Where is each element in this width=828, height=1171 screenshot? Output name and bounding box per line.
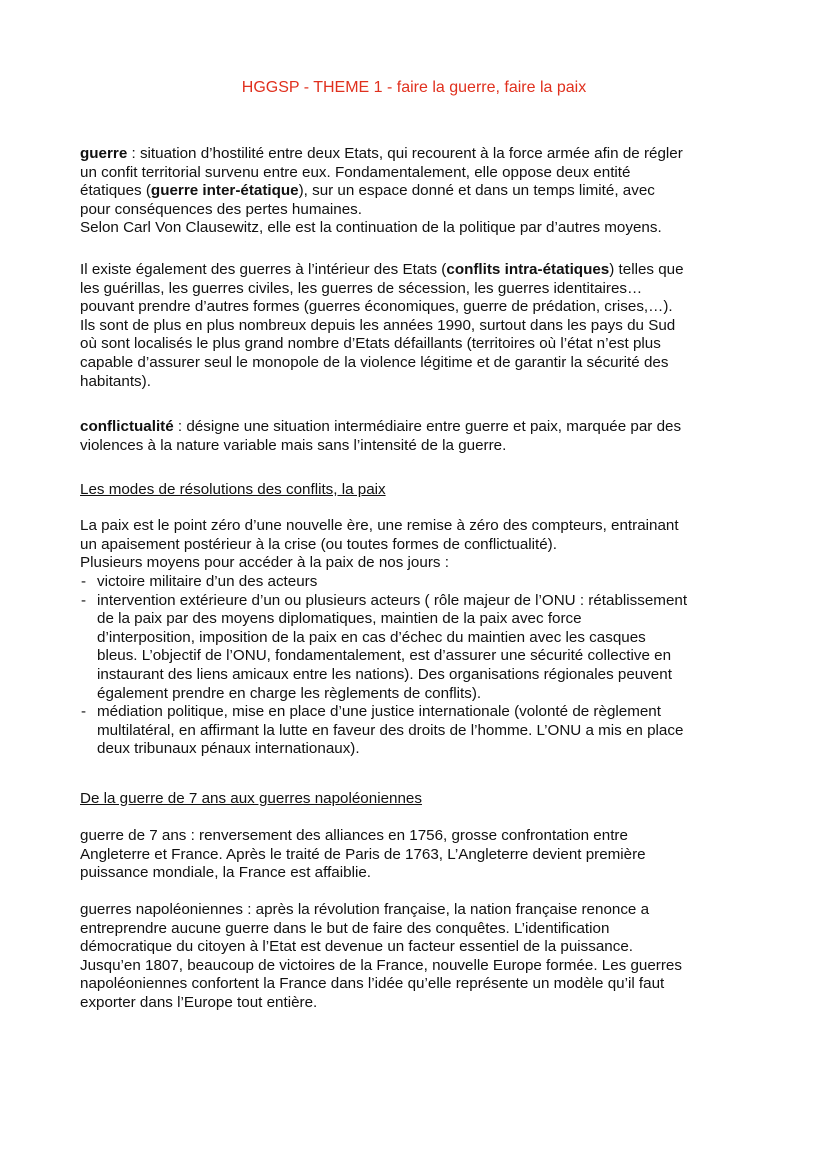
text-segment: Ils sont de plus en plus nombreux depuis les années 1990, surtout dans les pays du Sud <box>80 316 676 334</box>
text-line <box>97 573 800 592</box>
definition-guerre <box>80 145 800 238</box>
text-segment: guerre de 7 ans : renversement des alliances en 1756, grosse confrontation entre <box>80 827 628 844</box>
text-line <box>97 722 800 741</box>
text-segment: Jusqu’en 1807, beaucoup de victoires de la France, nouvelle Europe formée. Les guerres <box>80 956 682 974</box>
text-line <box>80 554 800 573</box>
bold-term: conflits intra-étatiques <box>446 261 610 278</box>
heading-7-ans <box>80 790 800 809</box>
definition-conflictualite <box>80 418 800 455</box>
text-segment: guerres napoléoniennes : après la révolution française, la nation française renonce a <box>80 901 650 918</box>
text-segment: deux tribunaux pénaux internationaux). <box>97 740 360 758</box>
text-line <box>80 182 800 201</box>
text-segment: Angleterre et France. Après le traité de Paris de 1763, L’Angleterre devient première <box>80 845 646 863</box>
text-segment: exporter dans l’Europe tout entière. <box>80 993 318 1011</box>
bold-term: guerre inter-étatique <box>150 182 299 200</box>
conflits-intra-etatiques <box>80 261 800 391</box>
text-line <box>97 740 800 759</box>
text-segment: Selon Carl Von Clausewitz, elle est la continuation de la politique par d’autres moyens. <box>80 219 662 237</box>
text-segment: De la guerre de 7 ans aux guerres napoléoniennes <box>80 790 422 807</box>
text-segment: Il existe également des guerres à l’intérieur des Etats ( <box>80 261 447 278</box>
text-line <box>80 280 800 299</box>
text-line <box>80 335 800 354</box>
text-segment: capable d’assurer seul le monopole de la violence légitime et de garantir la sécurité des <box>80 353 669 371</box>
dash-bullet: - <box>81 573 87 590</box>
text-line <box>97 647 800 666</box>
text-line <box>80 827 800 846</box>
text-line <box>80 957 800 976</box>
text-segment: entreprendre aucune guerre dans le but de faire des conquêtes. L’identification <box>80 919 610 937</box>
text-line <box>80 536 800 555</box>
text-segment: victoire militaire d’un des acteurs <box>97 573 318 590</box>
text-line <box>80 145 800 164</box>
text-segment: étatiques ( <box>80 182 151 200</box>
text-line <box>97 592 800 611</box>
text-line <box>80 373 800 392</box>
text-line <box>80 418 800 437</box>
heading-resolution <box>80 481 800 500</box>
text-line <box>80 938 800 957</box>
text-line <box>80 790 800 809</box>
dash-bullet: - <box>81 703 87 721</box>
text-segment: médiation politique, mise en place d’une justice internationale (volonté de règlement <box>97 703 661 721</box>
text-segment: : désigne une situation intermédiaire entre guerre et paix, marquée par des <box>173 418 682 435</box>
list-item <box>80 573 800 592</box>
text-segment: d’interposition, imposition de la paix en cas d’échec du maintien avec les casques <box>97 628 646 646</box>
text-line <box>97 703 800 722</box>
text-segment: habitants). <box>80 372 151 390</box>
text-segment: multilatéral, en affirmant la lutte en faveur des droits de l’homme. L’ONU a mis en place <box>97 721 684 739</box>
text-segment: pouvant prendre d’autres formes (guerres économiques, guerre de prédation, crises,…). <box>80 298 673 316</box>
text-line <box>80 517 800 536</box>
moyens-list <box>80 573 800 759</box>
text-segment: ), sur un espace donné et dans un temps limité, avec <box>298 182 655 200</box>
text-line <box>80 994 800 1013</box>
text-segment: : situation d’hostilité entre deux Etats, qui recourent à la force armée afin de régler <box>127 145 683 162</box>
text-segment: de la paix par des moyens diplomatiques, maintien de la paix avec force <box>97 610 582 628</box>
text-segment: un confit territorial survenu entre eux. Fondamentalement, elle oppose deux entité <box>80 163 631 181</box>
paix-paragraph <box>80 517 800 573</box>
text-line <box>80 219 800 238</box>
document-title: HGGSP - THEME 1 - faire la guerre, faire la paix <box>241 79 587 96</box>
text-segment: les guérillas, les guerres civiles, les guerres de sécession, les guerres identitaires… <box>80 279 643 297</box>
text-line <box>97 610 800 629</box>
text-line <box>80 901 800 920</box>
text-segment: napoléoniennes confortent la France dans l’idée qu’elle représente un modèle qu’il faut <box>80 975 665 993</box>
text-segment: violences à la nature variable mais sans l’intensité de la guerre. <box>80 436 507 454</box>
guerre-7-ans <box>80 827 800 883</box>
text-segment: bleus. L’objectif de l’ONU, fondamentalement, est d’assurer une sécurité collective en <box>97 647 672 665</box>
text-line <box>80 975 800 994</box>
dash-bullet: - <box>81 591 87 609</box>
list-item <box>80 592 800 704</box>
text-line <box>80 920 800 939</box>
bold-term: guerre <box>80 145 128 162</box>
text-line <box>80 846 800 865</box>
text-segment: Plusieurs moyens pour accéder à la paix de nos jours : <box>80 554 449 572</box>
text-line <box>80 437 800 456</box>
text-segment: Les modes de résolutions des conflits, la paix <box>80 481 386 498</box>
text-line <box>97 685 800 704</box>
text-line <box>97 629 800 648</box>
text-segment: où sont localisés le plus grand nombre d’Etats défaillants (territoires où l’état n’est plus <box>80 335 661 353</box>
text-segment: également prendre en charge les règlements de conflits). <box>97 684 482 702</box>
text-segment: puissance mondiale, la France est affaiblie. <box>80 864 371 882</box>
text-segment: instaurant des liens amicaux entre les nations). Des organisations régionales peuvent <box>97 665 672 683</box>
list-item <box>80 703 800 759</box>
text-line <box>80 164 800 183</box>
text-line <box>80 261 800 280</box>
text-segment: intervention extérieure d’un ou plusieurs acteurs ( rôle majeur de l’ONU : rétablissement <box>97 591 688 609</box>
text-line <box>80 201 800 220</box>
text-line <box>80 864 800 883</box>
text-segment: La paix est le point zéro d’une nouvelle ère, une remise à zéro des compteurs, entrainant <box>80 517 679 534</box>
text-segment: démocratique du citoyen à l’Etat est devenue un facteur essentiel de la puissance. <box>80 938 634 956</box>
guerres-napoleoniennes <box>80 901 800 1013</box>
text-line <box>80 354 800 373</box>
text-line <box>80 317 800 336</box>
text-segment: pour conséquences des pertes humaines. <box>80 200 362 218</box>
text-line <box>80 298 800 317</box>
text-line <box>97 666 800 685</box>
text-segment: ) telles que <box>609 261 684 278</box>
text-line <box>80 481 800 500</box>
text-segment: un apaisement postérieur à la crise (ou toutes formes de conflictualité). <box>80 535 557 553</box>
bold-term: conflictualité <box>80 418 174 435</box>
